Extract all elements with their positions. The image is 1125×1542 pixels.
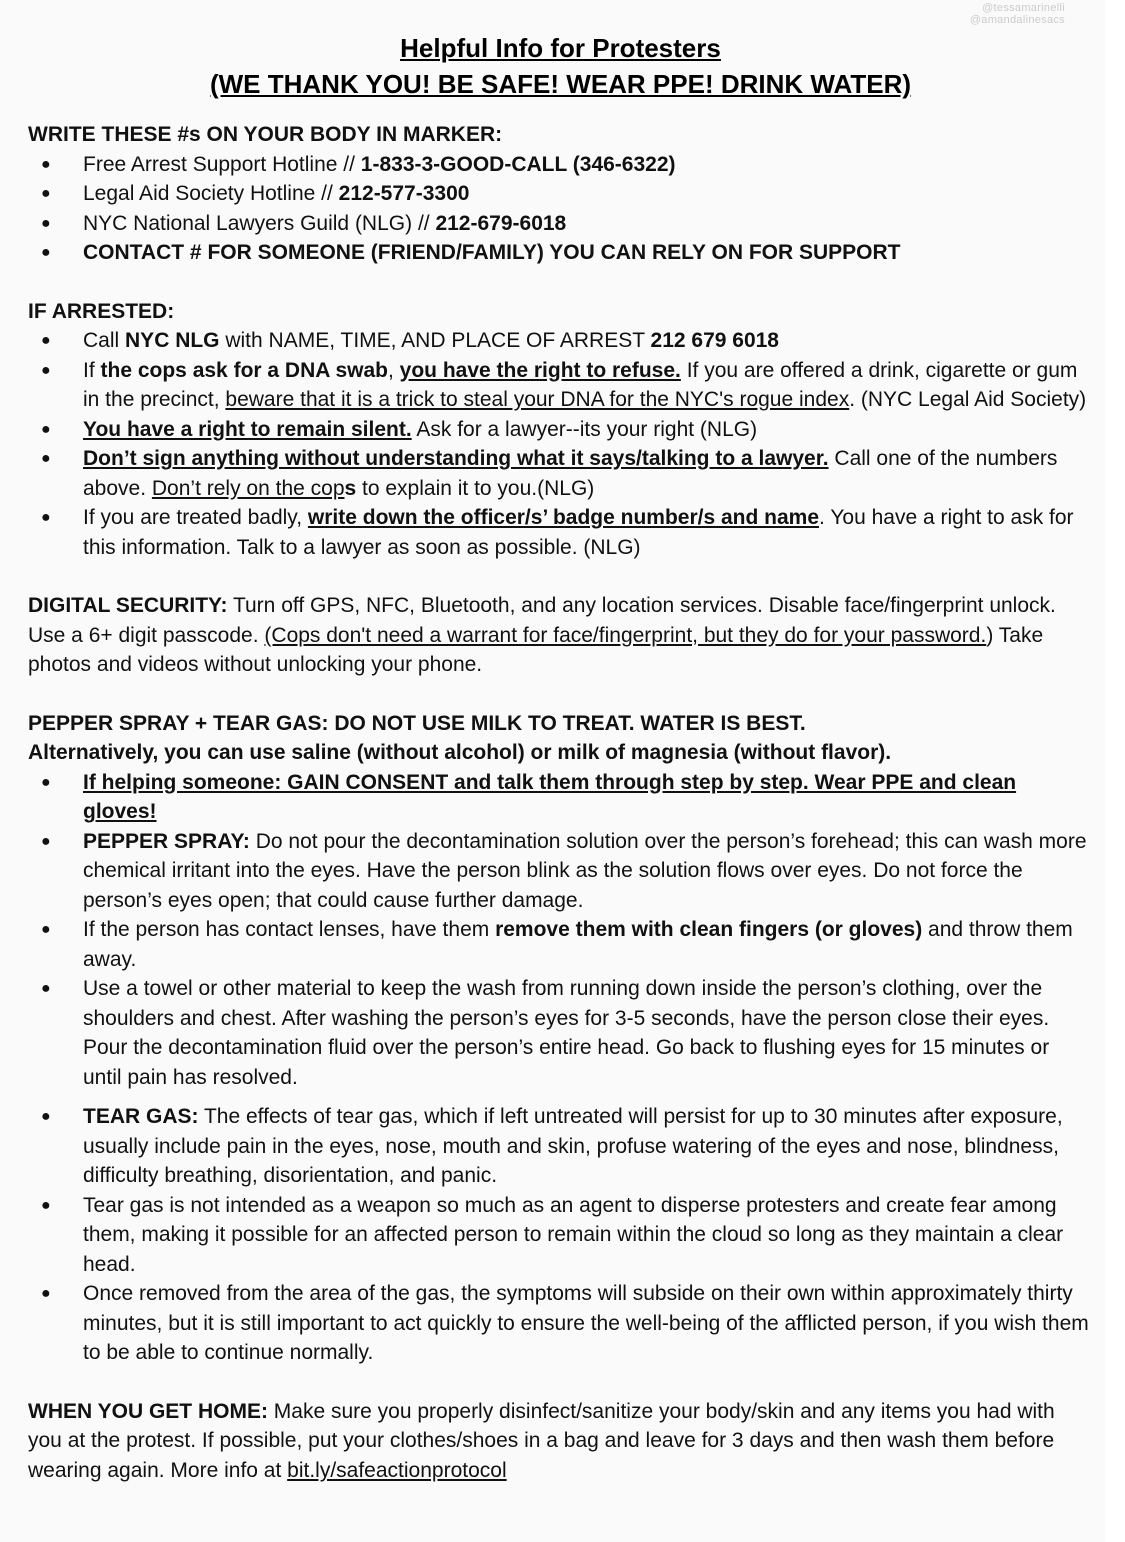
list-item <box>83 1279 1093 1368</box>
t: Turn off GPS, NFC, Bluetooth, and any location services. Disable face/fingerprint unlock. Use a 6+ digit passcode. <box>28 594 1056 647</box>
list-item <box>83 326 1093 356</box>
arrested-list <box>28 326 1093 562</box>
t: PEPPER SPRAY: <box>83 829 250 853</box>
t: Don’t sign anything without understanding what it says/talking to a lawyer. <box>83 447 829 470</box>
list-item <box>83 150 1093 180</box>
t: 212 679 6018 <box>650 329 779 352</box>
t: The effects of tear gas, which if left untreated will persist for up to 30 minutes after exposure, usually include pain in the eyes, nose, mouth and skin, profuse watering of the eyes and nose, blindness, difficulty breathing, disorientation, and panic. <box>83 1105 1063 1187</box>
t: Do not pour the decontamination solution over the person’s forehead; this can wash more chemical irritant into the eyes. Have the person blink as the solution flows over eyes. Do not force the person’s eyes open; that could cause further damage. <box>83 829 1087 912</box>
pepper-list <box>28 768 1093 1368</box>
write-list <box>28 150 1093 268</box>
list-item <box>83 503 1093 562</box>
t: . You have a right to ask for this information. Talk to a lawyer as soon as possible. (NLG) <box>83 506 1074 559</box>
t: If you are offered a drink, cigarette or gum in the precinct, <box>83 358 1078 411</box>
t: with NAME, TIME, AND PLACE OF ARREST <box>219 329 651 352</box>
pepper-heading-1: PEPPER SPRAY + TEAR GAS: DO NOT USE MILK TO TREAT. WATER IS BEST. <box>28 711 806 735</box>
list-item <box>83 1102 1093 1191</box>
item-text: NYC National Lawyers Guild (NLG) // <box>83 211 436 235</box>
safe-action-link[interactable]: bit.ly/safeactionprotocol <box>287 1458 507 1482</box>
t: the cops ask for a DNA swab <box>100 358 388 382</box>
t: Make sure you properly disinfect/sanitize your body/skin and any items you had with you at the protest. If possible, put your clothes/shoes in a bag and leave for 3 days and then wash them before wearing again. More info at <box>28 1399 1055 1482</box>
title-line-2: (WE THANK YOU! BE SAFE! WEAR PPE! DRINK WATER) <box>209 69 912 99</box>
list-item <box>83 915 1093 974</box>
t: remove them with clean fingers (or gloves) <box>495 918 923 941</box>
t: TEAR GAS: <box>83 1105 199 1128</box>
t: ) Take photos and videos without unlocking your phone. <box>28 623 1044 676</box>
t: Ask for a lawyer--its your right (NLG) <box>411 417 758 441</box>
t: beware that it is a trick to steal your DNA for the NYC's rogue index <box>225 388 850 411</box>
t: NYC NLG <box>125 329 220 352</box>
t: s <box>344 476 357 500</box>
item-text: Free Arrest Support Hotline // <box>83 152 361 176</box>
t: Call <box>83 329 126 352</box>
list-item <box>83 1191 1093 1280</box>
watermark <box>970 2 1065 26</box>
list-item <box>83 209 1093 239</box>
t: (Cops don't need a warrant for face/fingerprint, but they do for your password. <box>264 623 987 647</box>
list-item <box>83 179 1093 209</box>
list-item <box>83 768 1093 827</box>
watermark-line-2: @amandalinesacs <box>969 14 1065 26</box>
page-title <box>28 30 1093 102</box>
hotline-number: 1-833-3-GOOD-CALL (346-6322) <box>360 152 676 176</box>
list-item <box>83 444 1093 503</box>
t: . (NYC Legal Aid Society) <box>849 388 1087 411</box>
hotline-number: 212-577-3300 <box>338 182 470 205</box>
list-item <box>83 415 1093 445</box>
list-item <box>83 356 1093 415</box>
contact-note: CONTACT # FOR SOMEONE (FRIEND/FAMILY) YOU CAN RELY ON FOR SUPPORT <box>83 241 901 264</box>
t: , <box>387 358 400 382</box>
t: If <box>83 358 101 382</box>
t: write down the officer/s’ badge number/s and name <box>307 506 820 529</box>
home-label: WHEN YOU GET HOME: <box>28 1399 268 1423</box>
list-item <box>83 974 1093 1092</box>
write-heading: WRITE THESE #s ON YOUR BODY IN MARKER: <box>28 123 503 146</box>
t: You have a right to remain silent. <box>83 417 412 441</box>
t: If the person has contact lenses, have them <box>83 918 496 941</box>
t: If helping someone: GAIN CONSENT and talk them through step by step. Wear PPE and clean gloves! <box>83 770 1017 823</box>
item-text: Legal Aid Society Hotline // <box>83 182 339 205</box>
watermark-line-1: @tessamarinelli <box>982 2 1065 14</box>
digital-security-paragraph <box>28 591 1093 680</box>
document-content <box>28 30 1093 1485</box>
digital-label: DIGITAL SECURITY: <box>28 594 228 617</box>
t: and throw them away. <box>83 918 1073 971</box>
arrested-heading: IF ARRESTED: <box>28 299 175 323</box>
hotline-number: 212-679-6018 <box>435 211 567 235</box>
t: Don’t rely on the cop <box>151 476 345 500</box>
t: If you are treated badly, <box>83 506 308 529</box>
list-item <box>83 827 1093 916</box>
title-line-1: Helpful Info for Protesters <box>400 33 721 63</box>
pepper-heading-2: Alternatively, you can use saline (without alcohol) or milk of magnesia (without flavor). <box>28 741 892 764</box>
t: to explain it to you.(NLG) <box>356 476 595 500</box>
t: Once removed from the area of the gas, the symptoms will subside on their own within approximately thirty minutes, but it is still important to act quickly to ensure the well-being of the afflicted person, if you wish them to be able to continue normally. <box>83 1282 1089 1364</box>
list-item <box>83 238 1093 268</box>
t: you have the right to refuse. <box>399 358 681 382</box>
home-paragraph <box>28 1397 1093 1486</box>
t: Tear gas is not intended as a weapon so much as an agent to disperse protesters and create fear among them, making it possible for an affected person to remain within the cloud so long as they maintain a clear head. <box>83 1193 1064 1276</box>
t: Use a towel or other material to keep the wash from running down inside the person’s clothing, over the shoulders and chest. After washing the person’s eyes for 3-5 seconds, have the person close their eyes. Pour the decontamination fluid over the person’s entire head. Go back to flushing eyes for 15 minutes or until pain has resolved. <box>83 977 1050 1089</box>
right-margin <box>1105 0 1125 1542</box>
t: Call one of the numbers above. <box>83 447 1058 500</box>
